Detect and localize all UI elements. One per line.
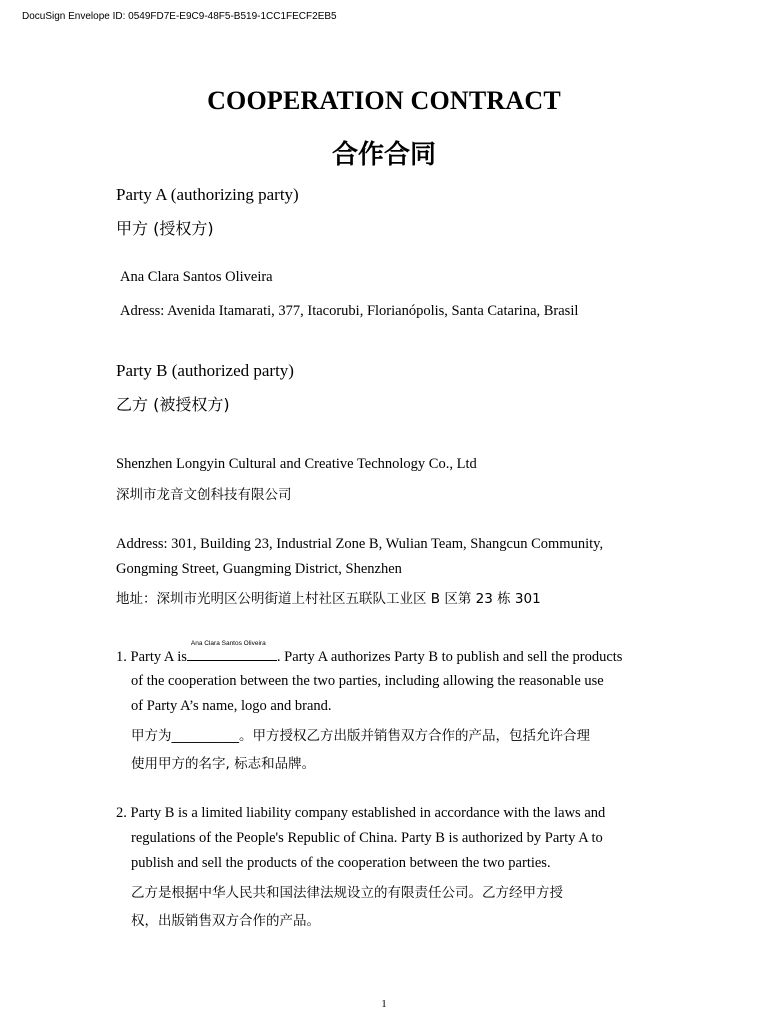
clause1-zh2: 使用甲方的名字, 标志和品牌。 bbox=[131, 756, 316, 772]
title-chinese: 合作合同 bbox=[331, 140, 436, 170]
party-b-heading-zh: 乙方 (被授权方) bbox=[116, 395, 230, 414]
page-number: 1 bbox=[381, 998, 387, 1010]
party-b-name-zh: 深圳市龙音文创科技有限公司 bbox=[116, 487, 292, 503]
party-b-address-zh: 地址：深圳市光明区公明街道上村社区五联队工业区 B 区第 23 栋 301 bbox=[116, 591, 541, 607]
party-a-heading-zh: 甲方 (授权方) bbox=[116, 219, 214, 238]
envelope-id: DocuSign Envelope ID: 0549FD7E-E9C9-48F5-B519-1CC1FECF2EB5 bbox=[22, 11, 337, 22]
clause1-line3: of Party A’s name, logo and brand. bbox=[131, 698, 332, 714]
party-b-address-line2: Gongming Street, Guangming District, Shenzhen bbox=[116, 561, 402, 577]
party-b-address-line1: Address: 301, Building 23, Industrial Zone B, Wulian Team, Shangcun Community, bbox=[116, 536, 604, 552]
signature-name: Ana Clara Santos Oliveira bbox=[190, 640, 266, 647]
clause1-prefix: 1. Party A is bbox=[116, 649, 187, 665]
clause2-zh1: 乙方是根据中华人民共和国法律法规设立的有限责任公司。乙方经甲方授 bbox=[131, 885, 563, 901]
clause2-line1: 2. Party B is a limited liability company established in accordance with the laws and bbox=[116, 805, 606, 821]
clause2-zh2: 权，出版销售双方合作的产品。 bbox=[131, 913, 320, 929]
clause1-line1 bbox=[116, 640, 623, 666]
party-a-name: Ana Clara Santos Oliveira bbox=[120, 269, 273, 285]
party-b-heading: Party B (authorized party) bbox=[116, 361, 294, 380]
clause1-suffix: . Party A authorizes Party B to publish and sell the products bbox=[276, 649, 623, 665]
clause2-line2: regulations of the People's Republic of China. Party B is authorized by Party A to bbox=[131, 830, 603, 846]
party-a-address: Adress: Avenida Itamarati, 377, Itacorubi, Florianópolis, Santa Catarina, Brasil bbox=[120, 303, 579, 319]
party-a-heading: Party A (authorizing party) bbox=[116, 185, 299, 204]
party-b-name: Shenzhen Longyin Cultural and Creative Technology Co., Ltd bbox=[116, 456, 477, 472]
clause1-zh1: 甲方为__________。甲方授权乙方出版并销售双方合作的产品，包括允许合理 bbox=[131, 728, 590, 744]
title-english: COOPERATION CONTRACT bbox=[207, 86, 561, 115]
clause2-line3: publish and sell the products of the cooperation between the two parties. bbox=[131, 855, 551, 871]
clause1-line2: of the cooperation between the two parties, including allowing the reasonable use bbox=[131, 673, 604, 689]
signature-blank bbox=[187, 640, 277, 661]
